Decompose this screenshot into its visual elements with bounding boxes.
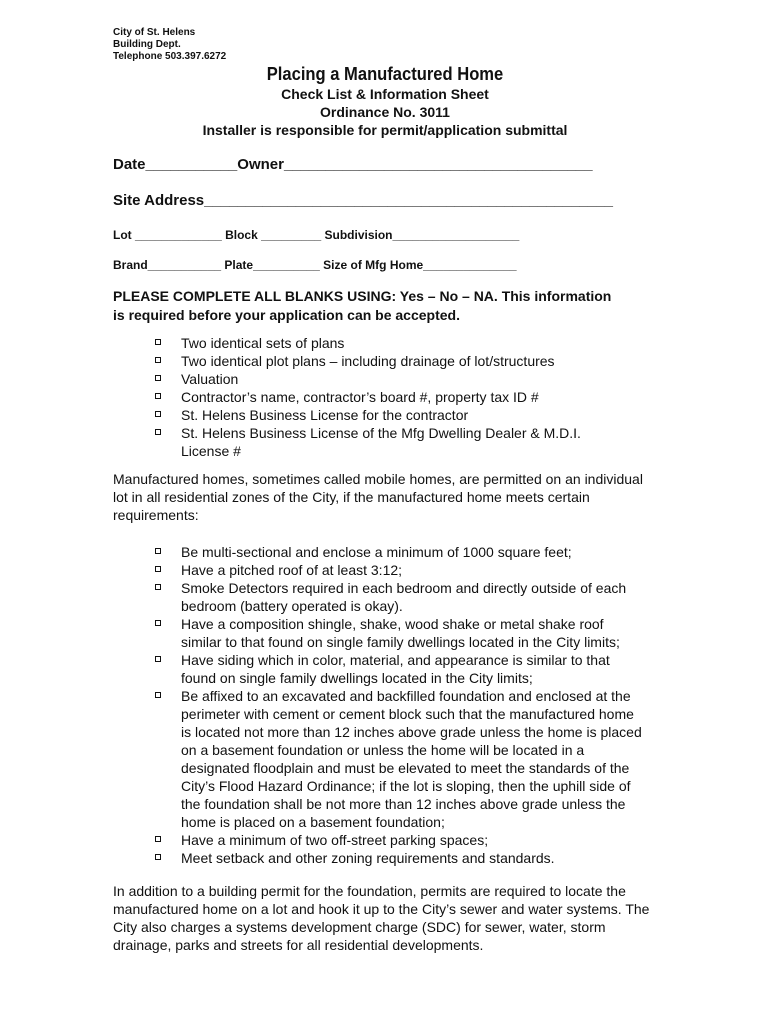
telephone: Telephone 503.397.6272 (113, 51, 227, 62)
city-name: City of St. Helens (113, 27, 196, 38)
checkbox-icon[interactable] (155, 375, 161, 381)
checklist-item[interactable]: Two identical plot plans – including drainage of lot/structures (155, 352, 625, 370)
subtitle-installer: Installer is responsible for permit/application submittal (202, 122, 568, 138)
checklist-item[interactable]: Contractor’s name, contractor’s board #, property tax ID # (155, 388, 625, 406)
department-name: Building Dept. (113, 39, 181, 50)
letterhead (113, 27, 226, 63)
instructions-notice: PLEASE COMPLETE ALL BLANKS USING: Yes – No – NA. This information is required before your application can be accepted. (113, 288, 612, 323)
closing-paragraph: In addition to a building permit for the foundation, permits are required to locate the manufactured home on a lot and hook it up to the City’s sewer and water systems. The City also charges a systems development charge (SDC) for sewer, water, storm drainage, parks and streets for all residential developments. (113, 883, 650, 953)
subtitle-ordinance: Ordinance No. 3011 (320, 104, 450, 120)
site-address-field[interactable]: Site Address_________________________________________________ (113, 192, 613, 209)
date-owner-field[interactable]: Date___________Owner_____________________________________ (113, 156, 593, 173)
requirement-item: Have a minimum of two off-street parking spaces; (155, 831, 645, 849)
checkbox-icon[interactable] (155, 339, 161, 345)
requirements-list (155, 543, 645, 867)
checklist-item[interactable]: St. Helens Business License of the Mfg Dwelling Dealer & M.D.I. License # (155, 424, 625, 460)
checkbox-icon[interactable] (155, 357, 161, 363)
checkbox-icon (155, 584, 161, 590)
brand-plate-size-field[interactable]: Brand___________ Plate__________ Size of Mfg Home______________ (113, 258, 517, 272)
requirement-item: Smoke Detectors required in each bedroom and directly outside of each bedroom (battery operated is okay). (155, 579, 645, 615)
checkbox-icon[interactable] (155, 429, 161, 435)
checkbox-icon (155, 548, 161, 554)
checklist-item[interactable]: Two identical sets of plans (155, 334, 625, 352)
requirement-item: Have siding which in color, material, and appearance is similar to that found on single family dwellings located in the City limits; (155, 651, 645, 687)
checkbox-icon[interactable] (155, 411, 161, 417)
checkbox-icon (155, 620, 161, 626)
document-title: Placing a Manufactured Home (266, 64, 504, 84)
requirement-item: Meet setback and other zoning requirements and standards. (155, 849, 645, 867)
requirement-item: Have a composition shingle, shake, wood shake or metal shake roof similar to that found on single family dwellings located in the City limits; (155, 615, 645, 651)
requirement-item: Have a pitched roof of at least 3:12; (155, 561, 645, 579)
intro-paragraph: Manufactured homes, sometimes called mobile homes, are permitted on an individual lot in all residential zones of the City, if the manufactured home meets certain requirements: (113, 471, 643, 523)
checkbox-icon (155, 836, 161, 842)
checklist-item[interactable]: Valuation (155, 370, 625, 388)
checkbox-icon (155, 854, 161, 860)
subtitle-checklist: Check List & Information Sheet (281, 86, 489, 102)
checkbox-icon (155, 566, 161, 572)
required-items-checklist (155, 334, 625, 460)
requirement-item: Be multi-sectional and enclose a minimum of 1000 square feet; (155, 543, 645, 561)
requirement-item: Be affixed to an excavated and backfilled foundation and enclosed at the perimeter with cement or cement block such that the manufactured home is located not more than 12 inches above grade unless the home is placed on a basement foundation or unless the home will be located in a designated floodplain and must be elevated to meet the standards of the City’s Flood Hazard Ordinance; if the lot is sloping, then the uphill side of the foundation shall be not more than 12 inches above grade unless the home is placed on a basement foundation; (155, 687, 645, 831)
checkbox-icon (155, 656, 161, 662)
lot-block-subdivision-field[interactable]: Lot _____________ Block _________ Subdivision___________________ (113, 228, 520, 242)
checklist-item[interactable]: St. Helens Business License for the contractor (155, 406, 625, 424)
checkbox-icon (155, 692, 161, 698)
checkbox-icon[interactable] (155, 393, 161, 399)
